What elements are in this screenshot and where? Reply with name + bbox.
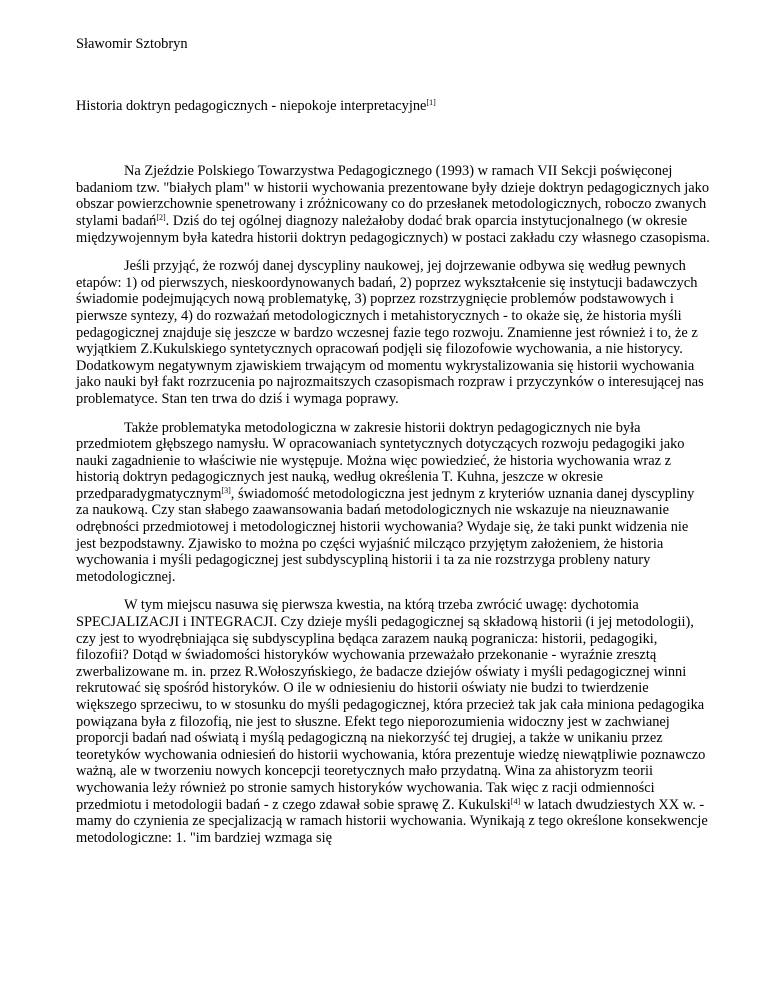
article-title-text: Historia doktryn pedagogicznych - niepokoje interpretacyjne [76, 97, 427, 114]
footnote-link[interactable]: [2] [156, 212, 166, 222]
footnote-link[interactable]: [4] [510, 796, 521, 806]
article-title [76, 98, 710, 115]
paragraph [76, 163, 710, 246]
footnote-link[interactable]: [1] [426, 97, 436, 107]
footnote-link[interactable]: [3] [221, 485, 231, 495]
paragraph-text: Na Zjeździe Polskiego Towarzystwa Pedagogicznego (1993) w ramach VII Sekcji poświęconej badaniom tzw. "białych plam" w historii wychowania prezentowane były dzieje doktryn pedagogicznych jako obszar powierzchownie spenetrowany i zróżnicowany co do przesłanek metodologicznych, roboczo zwanych stylami badań [76, 163, 710, 229]
paragraph-text: w latach dwudziestych XX w. - mamy do czynienia ze specjalizacją w ramach historii wychowania. Wynikają z tego określone konsekwencje metodologiczne: 1. "im bardziej wzmaga się [76, 796, 708, 846]
paragraph-text: Także problematyka metodologiczna w zakresie historii doktryn pedagogicznych nie była przedmiotem głębszego namysłu. W opracowaniach syntetycznych dotyczących rozwoju pedagogiki jako nauki zagadnienie to właściwie nie występuje. Można więc powiedzieć, że historia wychowania wraz z historią doktryn pedagogicznych jest nauką, według określenia T. Kuhna, jeszcze w okresie przedparadygmatycznym [76, 419, 685, 502]
document-page [76, 36, 710, 858]
paragraph-text: Jeśli przyjąć, że rozwój danej dyscypliny naukowej, jej dojrzewanie odbywa się według pewnych etapów: 1) od pierwszych, nieskoordynowanych badań, 2) poprzez wykształcenie się instytucji badawczych świadomie podejmujących nową problematykę, 3) poprzez rozstrzygnięcie problemów podstawowych i pierwsze syntezy, 4) do rozważań metodologicznych i metahistorycznych - to okaże się, że historia myśli pedagogicznej znajduje się jeszcze w bardzo wczesnej fazie tego rozwoju. Znamienne jest również i to, że z wyjątkiem Z.Kukulskiego syntetycznych opracowań podjęli się filozofowie wychowania, a nie historycy. Dodatkowym negatywnym zjawiskiem trwającym od momentu wykrystalizowania się historii wychowania jako nauki był fakt rozrzucenia po najrozmaitszych czasopismach rozpraw i przyczynków o interesującej nas problematyce. Stan ten trwa do dziś i wymaga poprawy. [76, 258, 704, 407]
paragraph-text: , świadomość metodologiczna jest jednym z kryteriów uznania danej dyscypliny za naukową. Czy stan słabego zaawansowania badań metodologicznych nie wskazuje na nieuznawanie odrębności przedmiotowej i metodologicznej historii wychowania? Wydaje się, że taki punkt widzenia nie jest bezpodstawny. Zjawisko to można po części wyjaśnić milcząco przyjętym założeniem, że historia wychowania i myśli pedagogicznej jest subdyscypliną historii i ta za nie rozstrzyga probleny natury metodologicznej. [76, 485, 695, 585]
paragraph [76, 420, 710, 586]
paragraph [76, 597, 710, 846]
paragraph [76, 258, 710, 407]
author-name: Sławomir Sztobryn [76, 36, 188, 52]
paragraph-text: W tym miejscu nasuwa się pierwsza kwestia, na którą trzeba zwrócić uwagę: dychotomia SPECJALIZACJI i INTEGRACJI. Czy dzieje myśli pedagogicznej są składową historii (i jej metodologii), czy jest to wyodrębniająca się subdyscyplina będąca zarazem nauką pogranicza: historii, pedagogiki, filozofii? Dotąd w świadomości historyków wychowania przeważało przekonanie - wyraźnie zresztą zwerbalizowane m. in. przez R.Wołoszyńskiego, że badacze dziejów oświaty i myśli pedagogicznej winni rekrutować się spośród historyków. O ile w odniesieniu do historii oświaty nie budzi to twierdzenie większego sprzeciwu, to w stosunku do myśli pedagogicznej, która przecież tak jak cała miniona pedagogika powiązana była z filozofią, nie jest to słuszne. Efekt tego nieporozumienia widoczny jest w zachwianej proporcji badań nad oświatą i myślą pedagogiczną na niekorzyść tej drugiej, a także w unikaniu przez teoretyków wychowania odniesień do historii wychowania, która prezentuje wiedzę niewątpliwie poznawczo ważną, ale w tworzeniu nowych koncepcji teoretycznych mało przydatną. Wina za ahistoryzm teorii wychowania leży również po stronie samych historyków wychowania. Tak więc z racji odmienności przedmiotu i metodologii badań - z czego zdawał sobie sprawę Z. Kukulski [76, 597, 706, 813]
paragraph-text: . Dziś do tej ogólnej diagnozy należałoby dodać brak oparcia instytucjonalnego (w okresie międzywojennym była katedra historii doktryn pedagogicznych) w postaci zakładu czy własnego czasopisma. [76, 212, 710, 246]
